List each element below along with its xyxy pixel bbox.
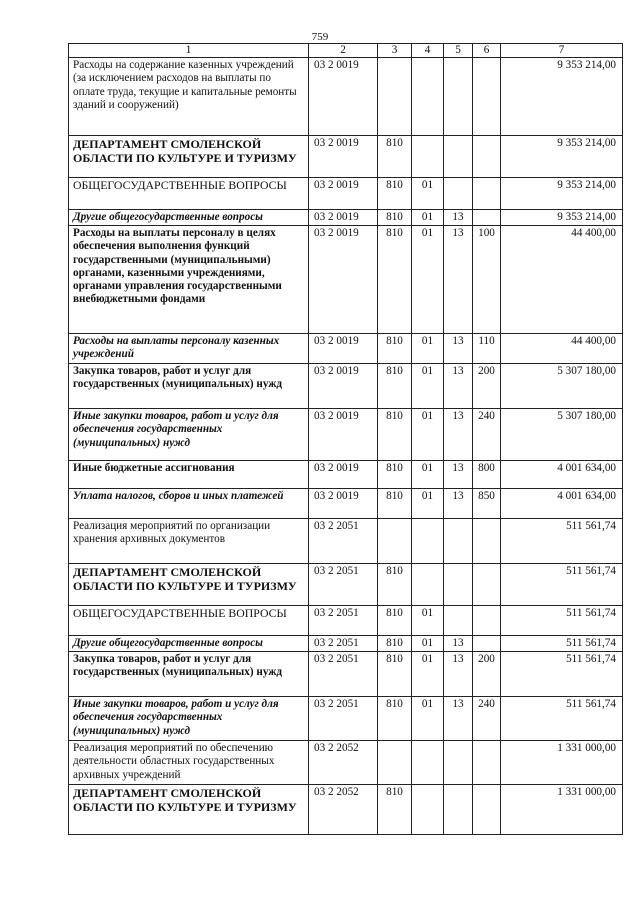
row-amount-cell: 511 561,74 (501, 606, 623, 636)
row-col5-cell: 13 (444, 226, 473, 334)
table-row (69, 58, 623, 136)
row-amount-cell: 44 400,00 (501, 334, 623, 364)
row-code-cell: 03 2 2051 (309, 564, 378, 606)
row-amount-cell: 9 353 214,00 (501, 178, 623, 210)
row-col6-cell (473, 785, 501, 835)
row-col3-cell: 810 (378, 409, 412, 461)
row-name-cell: Закупка товаров, работ и услуг для государственных (муниципальных) нужд (69, 364, 309, 409)
row-col4-cell: 01 (412, 178, 444, 210)
row-col4-cell (412, 519, 444, 564)
row-name-cell: Закупка товаров, работ и услуг для государственных (муниципальных) нужд (69, 652, 309, 697)
table-row (69, 364, 623, 409)
row-col6-cell: 850 (473, 489, 501, 519)
table-row (69, 564, 623, 606)
row-col5-cell (444, 519, 473, 564)
row-col6-cell (473, 636, 501, 652)
row-code-cell: 03 2 2051 (309, 636, 378, 652)
row-name-cell: Реализация мероприятий по обеспечению деятельности областных государственных архивных учреждений (69, 741, 309, 785)
row-code-cell: 03 2 0019 (309, 409, 378, 461)
row-col6-cell: 240 (473, 697, 501, 741)
row-name-cell: ДЕПАРТАМЕНТ СМОЛЕНСКОЙ ОБЛАСТИ ПО КУЛЬТУРЕ И ТУРИЗМУ (69, 564, 309, 606)
row-col4-cell: 01 (412, 364, 444, 409)
row-code-cell: 03 2 2052 (309, 741, 378, 785)
row-col3-cell (378, 741, 412, 785)
row-code-cell: 03 2 2051 (309, 652, 378, 697)
row-col3-cell: 810 (378, 178, 412, 210)
row-col6-cell: 240 (473, 409, 501, 461)
row-amount-cell: 511 561,74 (501, 652, 623, 697)
row-name-cell: ДЕПАРТАМЕНТ СМОЛЕНСКОЙ ОБЛАСТИ ПО КУЛЬТУРЕ И ТУРИЗМУ (69, 136, 309, 178)
row-col3-cell: 810 (378, 606, 412, 636)
row-name-cell: Иные закупки товаров, работ и услуг для обеспечения государственных (муниципальных) нужд (69, 697, 309, 741)
row-col5-cell (444, 136, 473, 178)
row-col3-cell (378, 519, 412, 564)
row-col3-cell: 810 (378, 636, 412, 652)
row-col3-cell: 810 (378, 210, 412, 226)
row-name-cell: Другие общегосударственные вопросы (69, 636, 309, 652)
row-code-cell: 03 2 0019 (309, 334, 378, 364)
row-col5-cell: 13 (444, 334, 473, 364)
row-col4-cell: 01 (412, 606, 444, 636)
column-header: 6 (473, 44, 501, 58)
row-amount-cell: 511 561,74 (501, 564, 623, 606)
row-amount-cell: 9 353 214,00 (501, 210, 623, 226)
row-col6-cell (473, 58, 501, 136)
row-name-cell: ДЕПАРТАМЕНТ СМОЛЕНСКОЙ ОБЛАСТИ ПО КУЛЬТУРЕ И ТУРИЗМУ (69, 785, 309, 835)
column-header: 1 (69, 44, 309, 58)
row-col4-cell (412, 785, 444, 835)
table-row (69, 741, 623, 785)
column-header: 5 (444, 44, 473, 58)
row-col3-cell: 810 (378, 489, 412, 519)
row-col5-cell: 13 (444, 652, 473, 697)
row-code-cell: 03 2 2051 (309, 697, 378, 741)
row-code-cell: 03 2 0019 (309, 136, 378, 178)
table-row (69, 636, 623, 652)
row-amount-cell: 1 331 000,00 (501, 741, 623, 785)
row-col4-cell (412, 741, 444, 785)
table-header-row (69, 44, 623, 58)
table-row (69, 606, 623, 636)
table-row (69, 226, 623, 334)
row-col3-cell: 810 (378, 697, 412, 741)
row-col6-cell: 110 (473, 334, 501, 364)
row-col6-cell: 200 (473, 364, 501, 409)
row-col3-cell: 810 (378, 364, 412, 409)
row-amount-cell: 9 353 214,00 (501, 58, 623, 136)
row-col5-cell: 13 (444, 697, 473, 741)
row-name-cell: ОБЩЕГОСУДАРСТВЕННЫЕ ВОПРОСЫ (69, 178, 309, 210)
row-col4-cell: 01 (412, 409, 444, 461)
row-col5-cell (444, 741, 473, 785)
table-row (69, 785, 623, 835)
row-col6-cell (473, 606, 501, 636)
row-col3-cell (378, 58, 412, 136)
row-col4-cell: 01 (412, 697, 444, 741)
row-col5-cell: 13 (444, 409, 473, 461)
row-amount-cell: 1 331 000,00 (501, 785, 623, 835)
row-code-cell: 03 2 2052 (309, 785, 378, 835)
row-col3-cell: 810 (378, 136, 412, 178)
budget-table (68, 43, 623, 835)
row-name-cell: Расходы на содержание казенных учреждений (за исключением расходов на выплаты по оплате труда, текущие и капитальные ремонты зданий и сооружений) (69, 58, 309, 136)
row-col5-cell (444, 606, 473, 636)
row-col4-cell: 01 (412, 461, 444, 489)
table-row (69, 652, 623, 697)
table-row (69, 409, 623, 461)
row-col4-cell: 01 (412, 334, 444, 364)
table-row (69, 334, 623, 364)
row-amount-cell: 5 307 180,00 (501, 409, 623, 461)
row-col6-cell (473, 519, 501, 564)
table-row (69, 697, 623, 741)
row-code-cell: 03 2 2051 (309, 606, 378, 636)
row-col6-cell (473, 741, 501, 785)
row-col6-cell: 200 (473, 652, 501, 697)
row-col5-cell (444, 785, 473, 835)
row-amount-cell: 511 561,74 (501, 519, 623, 564)
column-header: 3 (378, 44, 412, 58)
row-col4-cell: 01 (412, 210, 444, 226)
row-col6-cell (473, 564, 501, 606)
row-col4-cell: 01 (412, 636, 444, 652)
table-row (69, 519, 623, 564)
row-amount-cell: 5 307 180,00 (501, 364, 623, 409)
row-code-cell: 03 2 2051 (309, 519, 378, 564)
row-code-cell: 03 2 0019 (309, 178, 378, 210)
row-col3-cell: 810 (378, 652, 412, 697)
row-col6-cell (473, 178, 501, 210)
row-col4-cell (412, 58, 444, 136)
row-col4-cell (412, 564, 444, 606)
row-amount-cell: 4 001 634,00 (501, 489, 623, 519)
row-amount-cell: 511 561,74 (501, 697, 623, 741)
row-col4-cell: 01 (412, 652, 444, 697)
row-col5-cell (444, 178, 473, 210)
row-col5-cell: 13 (444, 364, 473, 409)
row-name-cell: Расходы на выплаты персоналу казенных учреждений (69, 334, 309, 364)
row-col3-cell: 810 (378, 334, 412, 364)
row-code-cell: 03 2 0019 (309, 226, 378, 334)
row-code-cell: 03 2 0019 (309, 364, 378, 409)
row-col5-cell: 13 (444, 636, 473, 652)
row-col5-cell (444, 564, 473, 606)
row-name-cell: Иные закупки товаров, работ и услуг для обеспечения государственных (муниципальных) нужд (69, 409, 309, 461)
column-header: 4 (412, 44, 444, 58)
column-header: 7 (501, 44, 623, 58)
row-col6-cell: 100 (473, 226, 501, 334)
row-col4-cell: 01 (412, 226, 444, 334)
row-code-cell: 03 2 0019 (309, 489, 378, 519)
row-name-cell: Реализация мероприятий по организации хранения архивных документов (69, 519, 309, 564)
row-amount-cell: 4 001 634,00 (501, 461, 623, 489)
row-col3-cell: 810 (378, 564, 412, 606)
row-col3-cell: 810 (378, 461, 412, 489)
row-amount-cell: 9 353 214,00 (501, 136, 623, 178)
table-row (69, 210, 623, 226)
table-row (69, 136, 623, 178)
row-name-cell: Иные бюджетные ассигнования (69, 461, 309, 489)
row-col6-cell: 800 (473, 461, 501, 489)
row-col5-cell: 13 (444, 461, 473, 489)
row-name-cell: Уплата налогов, сборов и иных платежей (69, 489, 309, 519)
row-name-cell: ОБЩЕГОСУДАРСТВЕННЫЕ ВОПРОСЫ (69, 606, 309, 636)
row-col6-cell (473, 210, 501, 226)
row-col5-cell: 13 (444, 210, 473, 226)
table-row (69, 461, 623, 489)
row-col5-cell (444, 58, 473, 136)
row-code-cell: 03 2 0019 (309, 461, 378, 489)
row-col4-cell: 01 (412, 489, 444, 519)
row-name-cell: Другие общегосударственные вопросы (69, 210, 309, 226)
row-col4-cell (412, 136, 444, 178)
row-code-cell: 03 2 0019 (309, 58, 378, 136)
row-col6-cell (473, 136, 501, 178)
column-header: 2 (309, 44, 378, 58)
row-amount-cell: 44 400,00 (501, 226, 623, 334)
row-name-cell: Расходы на выплаты персоналу в целях обеспечения выполнения функций государственными (муниципальными) органами, казенными учреждениями, органами управления государственными внебюджетными фондами (69, 226, 309, 334)
row-col3-cell: 810 (378, 785, 412, 835)
table-row (69, 489, 623, 519)
table-row (69, 178, 623, 210)
page-number: 759 (311, 31, 329, 43)
row-col5-cell: 13 (444, 489, 473, 519)
row-col3-cell: 810 (378, 226, 412, 334)
row-code-cell: 03 2 0019 (309, 210, 378, 226)
row-amount-cell: 511 561,74 (501, 636, 623, 652)
